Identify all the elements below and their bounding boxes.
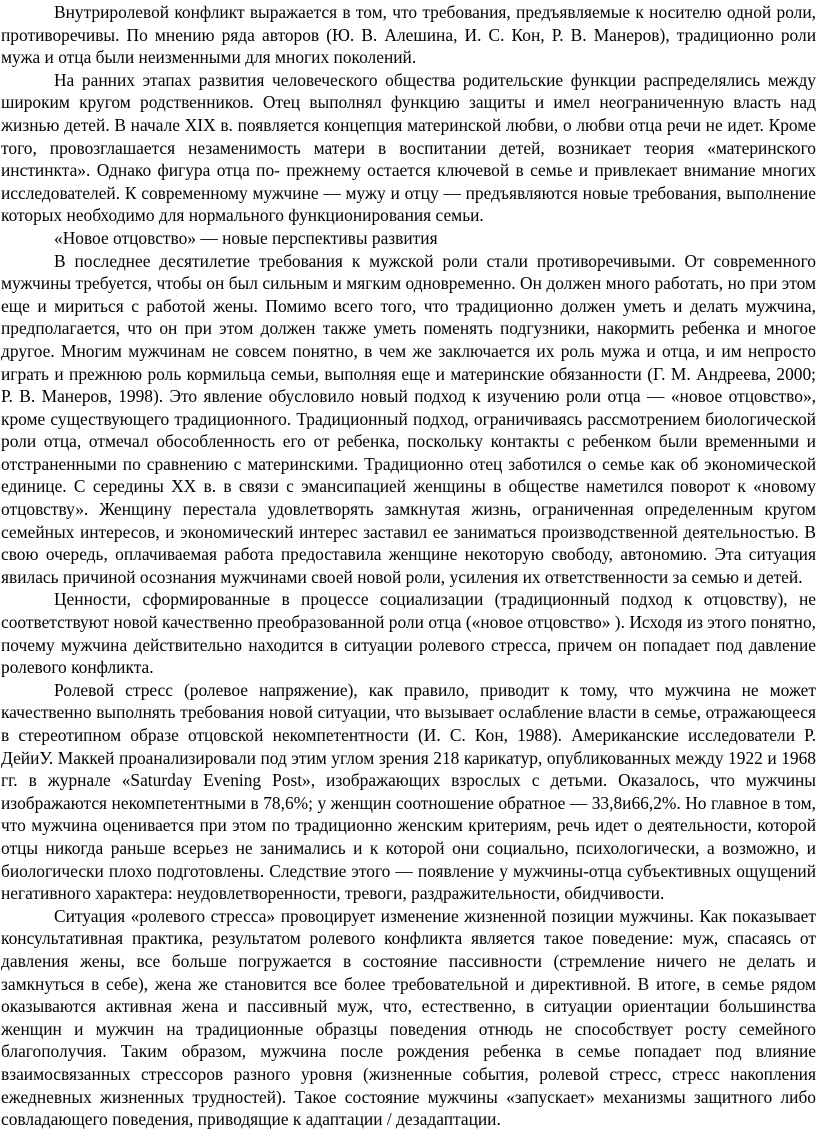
paragraph-socialization-values: Ценности, сформированные в процессе социализации (традиционный подход к отцовству), не соответствуют новой качественно преобразованной роли отца («новое отцовство» ). Исходя из этого понятно, почему мужчина действительно находится в ситуации ролевого стресса, причем он попадает под давление ролевого конфликта. [1, 589, 816, 678]
section-heading-new-fatherhood: «Новое отцовство» — новые перспективы развития [54, 227, 438, 248]
paragraph-role-stress: Ролевой стресс (ролевое напряжение), как правило, приводит к тому, что мужчина не может качественно выполнять требования новой ситуации, что вызывает ослабление власти в семье, отражающееся в стереотипном образе отцовской некомпетентности (И. С. Кон, 1988). Американские исследователи Р. ДейиУ. Маккей проанализировали под этим углом зрения 218 карикатур, опубликованных между 1922 и 1968 гг. в журнале «Saturday Evening Post», изображающих взрослых с детьми. Оказалось, что мужчины изображаются некомпетентными в 78,6%; у женщин соотношение обратное — 33,8и66,2%. Но главное в том, что мужчина оценивается при этом по традиционно женским критериям, речь идет о деятельности, которой отцы никогда раньше всерьез не занимались и к которой они социально, психологически, а возможно, и биологически плохо подготовлены. Следствие этого — появление у мужчины-отца субъективных ощущений негативного характера: неудовлетворенности, тревоги, раздражительности, обидчивости. [1, 679, 816, 904]
paragraph-role-stress-situation: Ситуация «ролевого стресса» провоцирует изменение жизненной позиции мужчины. Как показывает консультативная практика, результатом ролевого конфликта является такое поведение: муж, спасаясь от давления жены, все больше погружается в состояние пассивности (стремление ничего не делать и замкнуться в себе), жена же становится все более требовательной и директивной. В итоге, в семье рядом оказываются активная жена и пассивный муж, что, естественно, в ситуации ориентации большинства женщин и мужчин на традиционные образцы поведения отнюдь не способствует росту семейного благополучия. Таким образом, мужчина после рождения ребенка в семье попадает под влияние взаимосвязанных стрессоров разного уровня (жизненные события, ролевой стресс, стресс накопления ежедневных жизненных трудностей). Такое состояние мужчины «запускает» механизмы защитного либо совладающего поведения, приводящие к адаптации / дезадаптации. [1, 905, 816, 1130]
paragraph-history-of-parental-roles: На ранних этапах развития человеческого общества родительские функции распределялись между широким кругом родственников. Отец выполнял функцию защиты и имел неограниченную власть над жизнью детей. В начале XIX в. появляется концепция материнской любви, о любви отца речи не идет. Кроме того, провозглашается незаменимость матери в воспитании детей, возникает теория «материнского инстинкта». Однако фигура отца по- прежнему остается ключевой в семье и привлекает внимание многих исследователей. К современному мужчине — мужу и отцу — предъявляются новые требования, выполнение которых необходимо для нормального функционирования семьи. [1, 69, 816, 226]
paragraph-intra-role-conflict: Внутриролевой конфликт выражается в том, что требования, предъявляемые к носителю одной роли, противоречивы. По мнению ряда авторов (Ю. В. Алешина, И. С. Кон, Р. В. Манеров), традиционно роли мужа и отца были неизменными для многих поколений. [1, 2, 816, 68]
paragraph-contradictory-requirements: В последнее десятилетие требования к мужской роли стали противоречивыми. От современного мужчины требуется, чтобы он был сильным и мягким одновременно. Он должен много работать, но при этом еще и мириться с работой жены. Помимо всего того, что традиционно должен уметь и делать мужчина, предполагается, что он при этом должен также уметь поменять подгузники, накормить ребенка и многое другое. Многим мужчинам не совсем понятно, в чем же заключается их роль мужа и отца, и им непросто играть и прежнюю роль кормильца семьи, выполняя еще и материнские обязанности (Г. М. Андреева, 2000; Р. В. Манеров, 1998). Это явление обусловило новый подход к изучению роли отца — «новое отцовство», кроме существующего традиционного. Традиционный подход, ограничиваясь рассмотрением биологической роли отца, отмечал обособленность его от ребенка, поскольку контакты с ребенком были временными и отстраненными по сравнению с материнскими. Традиционно отец заботился о семье как об экономической единице. С середины XX в. в связи с эмансипацией женщины в обществе наметился поворот к «новому отцовству». Женщину перестала удовлетворять замкнутая жизнь, ограниченная определенным кругом семейных интересов, и экономический интерес заставил ее заниматься производственной деятельностью. В свою очередь, оплачиваемая работа предоставила женщине некоторую свободу, автономию. Эта ситуация явилась причиной осознания мужчинами своей новой роли, усиления их ответственности за семью и детей. [1, 250, 816, 587]
